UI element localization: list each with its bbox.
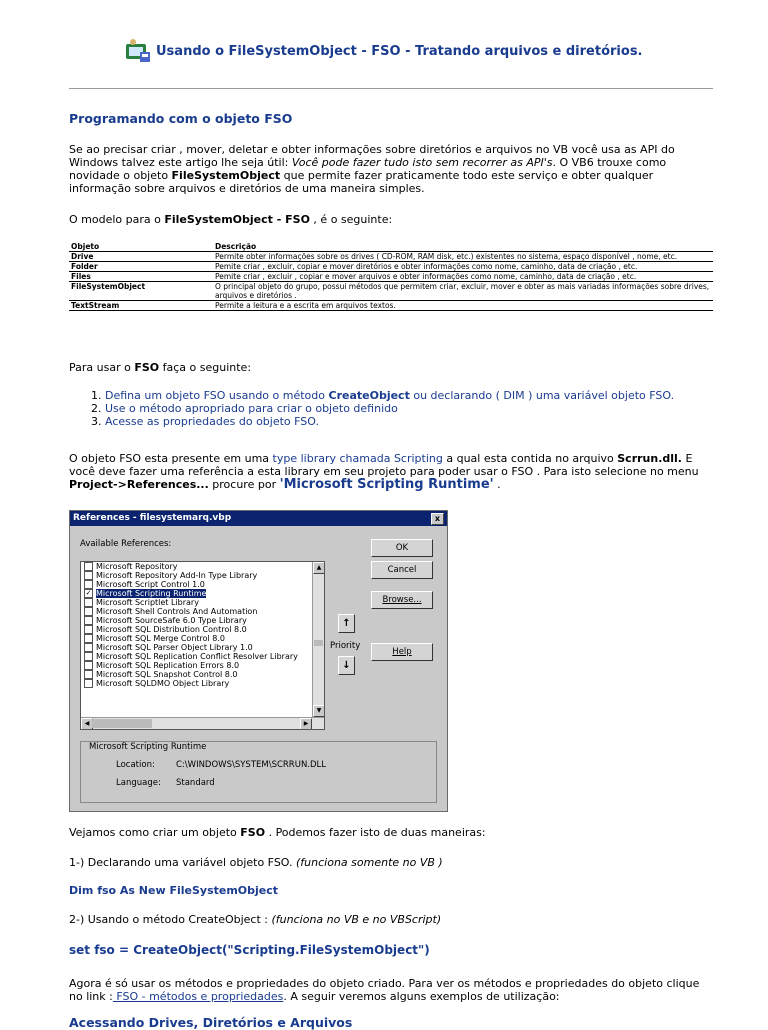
close-button[interactable]: x <box>431 513 444 525</box>
list-item[interactable] <box>81 589 324 598</box>
table-cell-object: TextStream <box>69 301 213 311</box>
priority-up-icon[interactable]: ↑ <box>338 614 355 633</box>
references-list[interactable] <box>80 561 325 730</box>
checkbox-icon[interactable] <box>84 598 93 607</box>
table-row <box>69 301 713 311</box>
scroll-right-icon[interactable]: ▶ <box>300 718 312 730</box>
checkbox-icon[interactable] <box>84 634 93 643</box>
checkbox-icon[interactable] <box>84 580 93 589</box>
table-cell-object: Files <box>69 272 213 282</box>
reference-label: Microsoft Repository <box>96 562 178 571</box>
table-cell-description: Permite obter informações sobre os drives ( CD-ROM, RAM disk, etc.) existentes no sistema, espaço disponível , nome, etc. <box>213 252 713 262</box>
list-item[interactable] <box>81 571 324 580</box>
scroll-left-icon[interactable]: ◀ <box>81 718 93 730</box>
table-row <box>69 262 713 272</box>
scroll-down-icon[interactable]: ▼ <box>313 705 325 717</box>
cancel-button[interactable]: Cancel <box>371 561 433 579</box>
reference-label: Microsoft SQL Replication Conflict Resolver Library <box>96 652 298 661</box>
list-item[interactable] <box>81 607 324 616</box>
fso-logo-icon <box>124 38 152 64</box>
section-title: Programando com o objeto FSO <box>69 111 293 126</box>
list-item[interactable] <box>81 580 324 589</box>
list-item: 2. Use o método apropriado para criar o objeto definido <box>105 402 674 415</box>
checkbox-icon[interactable] <box>84 679 93 688</box>
reference-label: Microsoft SQL Snapshot Control 8.0 <box>96 670 238 679</box>
table-cell-description: Pemite criar , excluir , copiar e mover arquivos e obter informações como nome, caminho, data de criação , etc. <box>213 272 713 282</box>
steps-list <box>83 389 674 428</box>
priority-label: Priority <box>330 641 361 651</box>
reference-label: Microsoft SQL Distribution Control 8.0 <box>96 625 247 634</box>
list-item[interactable] <box>81 634 324 643</box>
reference-label: Microsoft Scriptlet Library <box>96 598 199 607</box>
usage-paragraph: Para usar o FSO faça o seguinte: <box>69 361 252 374</box>
reference-label: Microsoft SQLDMO Object Library <box>96 679 230 688</box>
next-section-title: Acessando Drives, Diretórios e Arquivos <box>69 1015 353 1030</box>
fso-methods-link[interactable]: FSO - métodos e propriedades <box>112 990 284 1003</box>
page-header <box>124 38 643 64</box>
fso-objects-table <box>69 242 713 311</box>
table-cell-object: Folder <box>69 262 213 272</box>
list-item[interactable] <box>81 598 324 607</box>
help-button[interactable]: Help <box>371 643 433 661</box>
list-item: 1. Defina um objeto FSO usando o método CreateObject ou declarando ( DIM ) uma variável objeto FSO. <box>105 389 674 402</box>
checkbox-icon[interactable] <box>84 571 93 580</box>
list-item[interactable] <box>81 643 324 652</box>
table-cell-object: Drive <box>69 252 213 262</box>
code-createobject: set fso = CreateObject("Scripting.FileSystemObject") <box>69 943 430 957</box>
table-header-cell: Descrição <box>213 242 713 252</box>
library-paragraph: O objeto FSO esta presente em uma type library chamada Scripting a qual esta contida no arquivo Scrrun.dll. E você deve fazer uma referência a esta library em seu projeto para poder usar o FSO . Para isto selecione no menu Project->References... procure por 'Microsoft Scripting Runtime' . <box>69 452 699 492</box>
table-cell-description: O principal objeto do grupo, possui métodos que permitem criar, excluir, mover e obter as mais variadas informações sobre drives, arquivos e diretórios . <box>213 282 713 301</box>
header-divider <box>69 88 713 89</box>
list-item[interactable] <box>81 562 324 571</box>
list-item[interactable] <box>81 616 324 625</box>
language-value: Standard <box>176 778 215 788</box>
location-value: C:\WINDOWS\SYSTEM\SCRRUN.DLL <box>176 760 327 770</box>
scroll-thumb[interactable] <box>314 640 323 646</box>
intro-paragraph: Se ao precisar criar , mover, deletar e obter informações sobre diretórios e arquivos no VB você usa as API do Windows talvez este artigo lhe seja útil: Você pode fazer tudo isto sem recorrer as API's. O VB6 trouxe como novidade o objeto FileSystemObject que permite fazer praticamente todo este serviço e obter qualquer informação sobre arquivos e diretórios de uma maneira simples. <box>69 143 675 195</box>
way1-paragraph: 1-) Declarando uma variável objeto FSO. (funciona somente no VB ) <box>69 856 443 869</box>
table-row <box>69 272 713 282</box>
location-label: Location: <box>116 760 155 770</box>
checkbox-icon[interactable] <box>84 652 93 661</box>
way2-paragraph: 2-) Usando o método CreateObject : (funciona no VB e no VBScript) <box>69 913 442 926</box>
page-title: Usando o FileSystemObject - FSO - Tratando arquivos e diretórios. <box>156 43 643 59</box>
table-header-cell: Objeto <box>69 242 213 252</box>
checkbox-icon[interactable] <box>84 607 93 616</box>
code-dim: Dim fso As New FileSystemObject <box>69 884 279 897</box>
table-row <box>69 282 713 301</box>
list-item[interactable] <box>81 670 324 679</box>
reference-label: Microsoft SourceSafe 6.0 Type Library <box>96 616 247 625</box>
list-item: 3. Acesse as propriedades do objeto FSO. <box>105 415 674 428</box>
table-cell-description: Pemite criar , excluir, copiar e mover diretórios e obter informações como nome, caminho, data de criação , etc. <box>213 262 713 272</box>
checkbox-icon[interactable] <box>84 670 93 679</box>
horizontal-scrollbar[interactable] <box>81 717 324 729</box>
browse-button[interactable]: Browse... <box>371 591 433 609</box>
available-references-label: Available References: <box>80 539 172 549</box>
reference-info-group <box>80 741 437 803</box>
table-cell-object: FileSystemObject <box>69 282 213 301</box>
checkbox-icon[interactable] <box>84 562 93 571</box>
table-header-row <box>69 242 713 252</box>
checkbox-icon[interactable] <box>84 643 93 652</box>
table-cell-description: Permite a leitura e a escrita em arquivos textos. <box>213 301 713 311</box>
dialog-title: References - filesystemarq.vbp <box>73 513 232 523</box>
references-dialog <box>69 510 448 812</box>
scroll-thumb[interactable] <box>92 719 152 728</box>
ok-button[interactable]: OK <box>371 539 433 557</box>
reference-label: Microsoft Shell Controls And Automation <box>96 607 258 616</box>
checkbox-icon[interactable] <box>84 625 93 634</box>
priority-down-icon[interactable]: ↓ <box>338 656 355 675</box>
reference-name: Microsoft Scripting Runtime <box>89 742 207 752</box>
reference-label: Microsoft Script Control 1.0 <box>96 580 205 589</box>
dialog-titlebar <box>70 511 447 526</box>
checkbox-icon[interactable] <box>84 616 93 625</box>
checkbox-icon[interactable] <box>84 661 93 670</box>
list-item[interactable] <box>81 661 324 670</box>
final-paragraph: Agora é só usar os métodos e propriedades do objeto criado. Para ver os métodos e propriedades do objeto clique no link : FSO - métodos e propriedades. A seguir veremos alguns exemplos de utilização: <box>69 977 700 1003</box>
reference-label: Microsoft SQL Replication Errors 8.0 <box>96 661 240 670</box>
language-label: Language: <box>116 778 161 788</box>
reference-label: Microsoft Scripting Runtime <box>96 589 207 598</box>
reference-label: Microsoft SQL Merge Control 8.0 <box>96 634 226 643</box>
vertical-scrollbar[interactable] <box>312 562 324 717</box>
create-paragraph: Vejamos como criar um objeto FSO . Podemos fazer isto de duas maneiras: <box>69 826 486 839</box>
model-paragraph: O modelo para o FileSystemObject - FSO , é o seguinte: <box>69 213 393 226</box>
list-item[interactable] <box>81 625 324 634</box>
reference-label: Microsoft SQL Parser Object Library 1.0 <box>96 643 253 652</box>
checkbox-checked-icon[interactable]: ✓ <box>85 589 92 597</box>
reference-label: Microsoft Repository Add-In Type Library <box>96 571 258 580</box>
scroll-up-icon[interactable]: ▲ <box>313 562 325 574</box>
list-item[interactable] <box>81 679 324 688</box>
list-item[interactable] <box>81 652 324 661</box>
table-row <box>69 252 713 262</box>
